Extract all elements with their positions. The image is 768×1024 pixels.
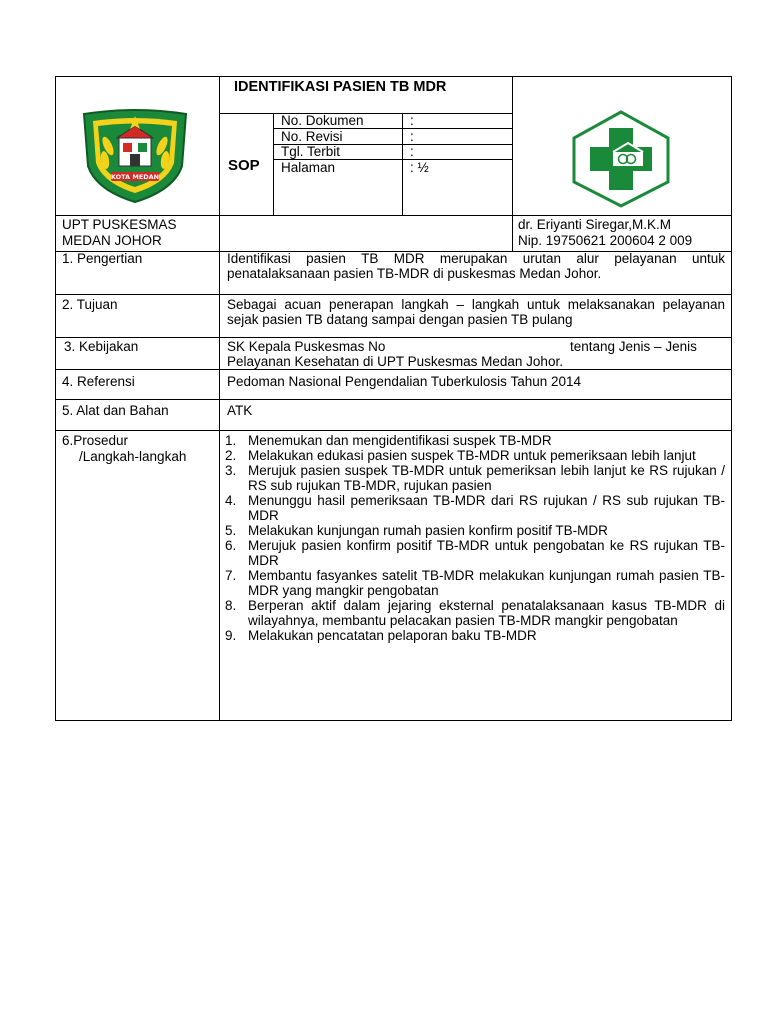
- text-tujuan: Sebagai acuan penerapan langkah – langkah untuk melaksanakan pelayanan sejak pasien TB datang sampai dengan pasien TB pulang: [227, 297, 725, 327]
- field-label-no-revisi: No. Revisi: [281, 129, 343, 144]
- row-line-2: [55, 294, 732, 295]
- field-label-halaman: Halaman: [281, 160, 336, 175]
- list-item: [225, 463, 725, 493]
- field-value-tgl-terbit: :: [410, 144, 414, 159]
- step-text: Menunggu hasil pemeriksaan TB-MDR dari RS rujukan / RS sub rujukan TB-MDR: [248, 493, 725, 523]
- label-prosedur-line2: /Langkah-langkah: [79, 449, 187, 464]
- field-value-halaman: : ½: [410, 160, 429, 175]
- field-label-tgl-terbit: Tgl. Terbit: [281, 144, 341, 159]
- step-text: Melakukan kunjungan rumah pasien konfirm positif TB-MDR: [248, 523, 608, 538]
- list-item: [225, 448, 725, 463]
- list-item: [225, 493, 725, 523]
- field-value-no-dokumen: :: [410, 113, 414, 128]
- list-item: [225, 538, 725, 568]
- text-pengertian: Identifikasi pasien TB MDR merupakan urutan alur pelayanan untuk penatalaksanaan pasien TB-MDR di puskesmas Medan Johor.: [227, 251, 725, 281]
- list-item: [225, 628, 725, 643]
- list-item: [225, 523, 725, 538]
- text-kebijakan-line2: Pelayanan Kesehatan di UPT Puskesmas Medan Johor.: [227, 354, 563, 369]
- institution-name-line2: MEDAN JOHOR: [62, 233, 162, 248]
- list-item: [225, 598, 725, 628]
- row-line-5: [55, 399, 732, 400]
- step-text: Merujuk pasien konfirm positif TB-MDR untuk pengobatan ke RS rujukan TB-MDR: [248, 538, 725, 568]
- text-referensi: Pedoman Nasional Pengendalian Tuberkulosis Tahun 2014: [227, 374, 582, 389]
- step-number: 8.: [225, 598, 237, 613]
- row-line-6: [55, 430, 732, 431]
- field-colon-divider: [402, 113, 403, 215]
- table-border-top: [55, 76, 732, 77]
- list-item: [225, 433, 725, 448]
- institution-name-line1: UPT PUSKESMAS: [62, 217, 177, 232]
- procedure-steps: [225, 433, 725, 643]
- step-text: Menemukan dan mengidentifikasi suspek TB-MDR: [248, 433, 552, 448]
- label-alat-bahan: 5. Alat dan Bahan: [62, 403, 169, 418]
- field-label-no-dokumen: No. Dokumen: [281, 113, 364, 128]
- label-tujuan: 2. Tujuan: [62, 297, 118, 312]
- title-underline: [219, 113, 512, 114]
- text-alat-bahan: ATK: [227, 403, 253, 418]
- field-value-no-revisi: :: [410, 129, 414, 144]
- list-item: [225, 568, 725, 598]
- text-kebijakan-line1-right: tentang Jenis – Jenis: [570, 339, 697, 354]
- kota-medan-logo: [78, 108, 192, 204]
- table-border-bottom: [55, 720, 732, 721]
- step-number: 1.: [225, 433, 237, 448]
- label-prosedur-line1: 6.Prosedur: [62, 433, 129, 448]
- header-divider-right: [512, 76, 513, 251]
- step-text: Berperan aktif dalam jejaring eksternal penatalaksanaan kasus TB-MDR di wilayahnya, membantu pelacakan pasien TB-MDR mangkir pengobatan: [248, 598, 725, 628]
- text-kebijakan-line1-left: SK Kepala Puskesmas No: [227, 339, 386, 354]
- label-kebijakan: 3. Kebijakan: [64, 339, 139, 354]
- row-line-4: [55, 369, 732, 370]
- signer-name: dr. Eriyanti Siregar,M.K.M: [518, 217, 672, 232]
- step-text: Merujuk pasien suspek TB-MDR untuk pemeriksan lebih lanjut ke RS rujukan / RS sub rujukan TB-MDR, rujukan pasien: [248, 463, 725, 493]
- logo-caption: KOTA MEDAN: [110, 173, 160, 181]
- signer-nip: Nip. 19750621 200604 2 009: [518, 233, 693, 248]
- step-number: 3.: [225, 463, 237, 478]
- step-text: Melakukan edukasi pasien suspek TB-MDR untuk pemeriksaan lebih lanjut: [248, 448, 696, 463]
- step-number: 5.: [225, 523, 237, 538]
- step-number: 6.: [225, 538, 237, 553]
- label-referensi: 4. Referensi: [62, 374, 135, 389]
- sop-label: SOP: [228, 157, 260, 174]
- row-line-3: [55, 337, 732, 338]
- step-number: 9.: [225, 628, 237, 643]
- puskesmas-logo: [566, 108, 676, 210]
- step-number: 2.: [225, 448, 237, 463]
- document-title: IDENTIFIKASI PASIEN TB MDR: [234, 79, 447, 95]
- step-number: 4.: [225, 493, 237, 508]
- step-text: Melakukan pencatatan pelaporan baku TB-MDR: [248, 628, 537, 643]
- step-number: 7.: [225, 568, 237, 583]
- header-bottom-line: [55, 215, 732, 216]
- step-text: Membantu fasyankes satelit TB-MDR melakukan kunjungan rumah pasien TB-MDR yang mangkir pengobatan: [248, 568, 725, 598]
- label-pengertian: 1. Pengertian: [62, 251, 143, 266]
